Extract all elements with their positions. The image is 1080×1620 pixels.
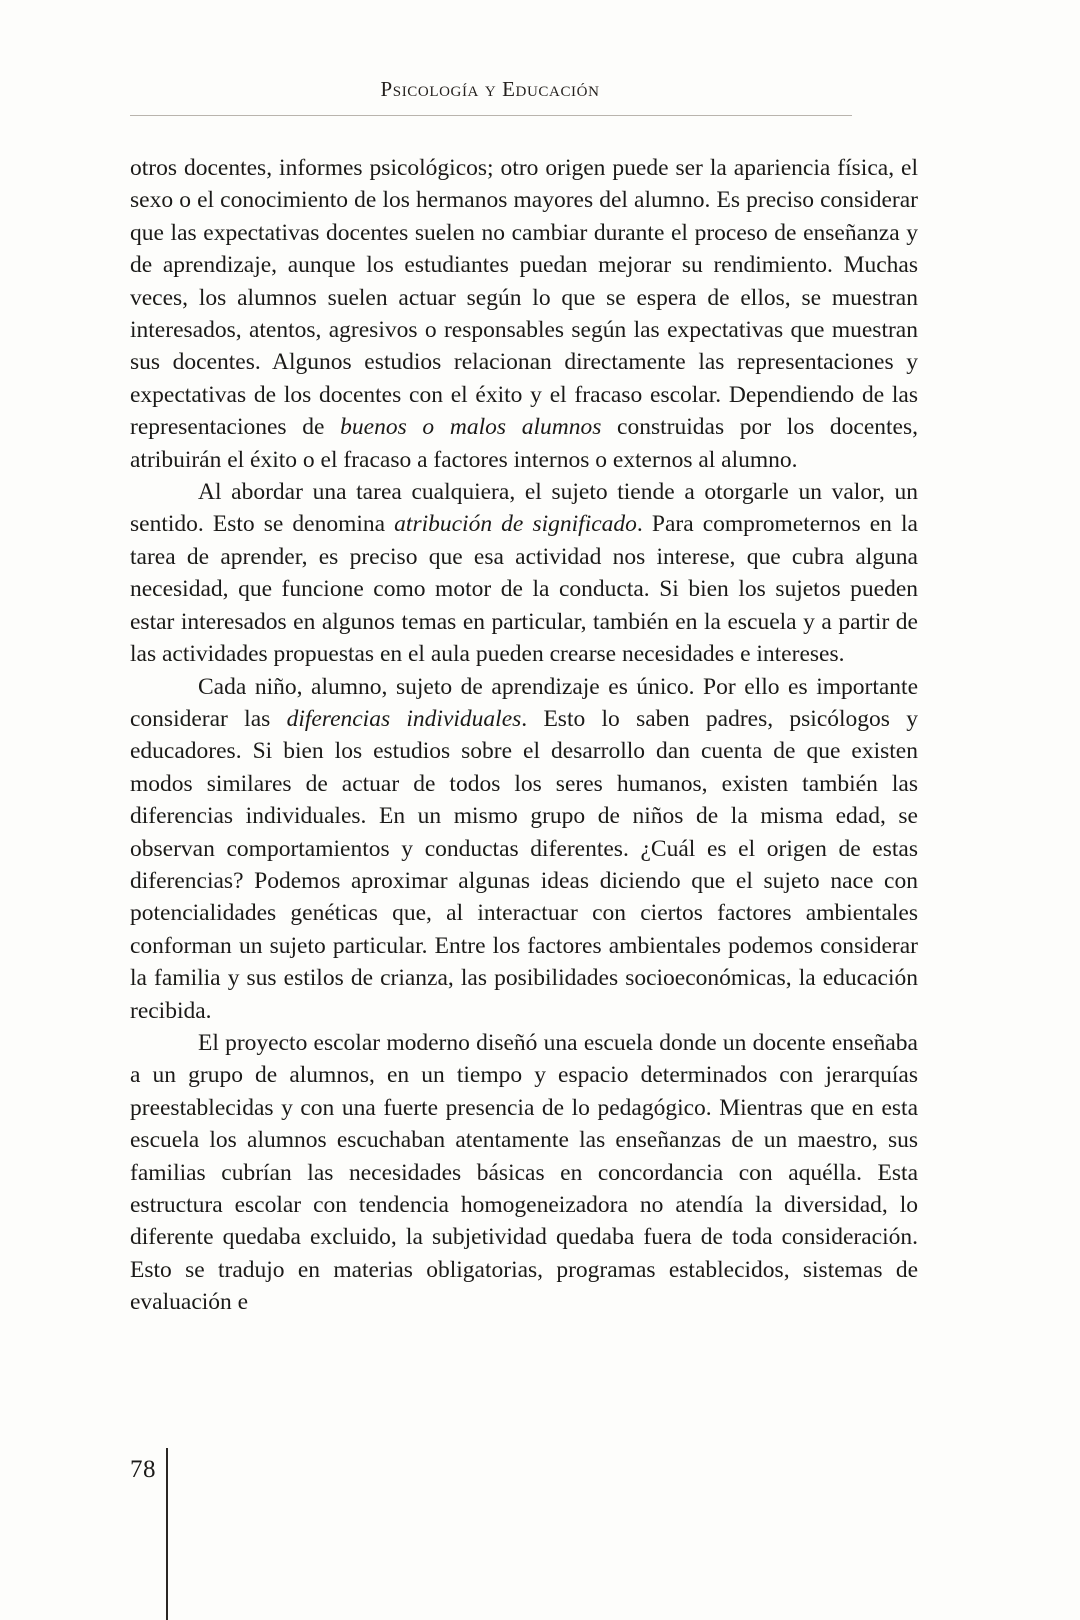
emphasis-text: buenos o malos alumnos xyxy=(340,414,602,441)
running-head xyxy=(130,78,850,101)
paragraph-text: Al abordar una tarea cualquiera, el sujeto tiende a otorgarle un valor, un sentido. Esto se denomina xyxy=(130,479,918,538)
paragraph-text: otros docentes, informes psicológicos; otro origen puede ser la apariencia física, el sexo o el conocimiento de los hermanos mayores del alumno. Es preciso considerar que las expectativas docentes suelen no cambiar durante el proceso de enseñanza y de aprendizaje, aunque los estudiantes puedan mejorar su rendimiento. Muchas veces, los alumnos suelen actuar según lo que se espera de ellos, se muestran interesados, atentos, agresivos o responsables según las expectativas que muestran sus docentes. Algunos estudios relacionan directamente las representaciones y expectativas de los docentes con el éxito y el fracaso escolar. Dependiendo de las representaciones de xyxy=(130,155,918,441)
paragraph xyxy=(130,152,918,476)
body-text-block xyxy=(130,152,918,1319)
paragraph-text: El proyecto escolar moderno diseñó una escuela donde un docente enseñaba a un grupo de alumnos, en un tiempo y espacio determinados con jerarquías preestablecidas y con una fuerte presencia de lo pedagógico. Mientras que en esta escuela los alumnos escuchaban atentamente las enseñanzas de un maestro, sus familias cubrían las necesidades básicas en concordancia con aquélla. Esta estructura escolar con tendencia homogeneizadora no atendía la diversidad, lo diferente quedaba excluido, la subjetividad quedaba fuera de toda consideración. Esto se tradujo en materias obligatorias, programas establecidos, sistemas de evaluación e xyxy=(130,1029,918,1316)
emphasis-text: diferencias individuales xyxy=(286,705,522,732)
header-divider xyxy=(130,115,852,116)
paragraph-text: . Para comprometernos en la tarea de aprender, es preciso que esa actividad nos interese, que cubra alguna necesidad, que funcione como motor de la conducta. Si bien los sujetos pueden estar interesados en algunos temas en particular, también en la escuela y a partir de las actividades propuestas en el aula pueden crearse necesidades e intereses. xyxy=(130,511,918,668)
paragraph-text: . Esto lo saben padres, psicólogos y educadores. Si bien los estudios sobre el desarrollo dan cuenta de que existen modos similares de actuar de todos los seres humanos, existen también las diferencias individuales. En un mismo grupo de niños de la misma edad, se observan comportamientos y conductas diferentes. ¿Cuál es el origen de estas diferencias? Podemos aproximar algunas ideas diciendo que el sujeto nace con potencialidades genéticas que, al interactuar con ciertos factores ambientales conforman un sujeto particular. Entre los factores ambientales podemos considerar la familia y sus estilos de crianza, las posibilidades socioeconómicas, la educación recibida. xyxy=(130,705,918,1024)
running-head-title: Psicología y Educación xyxy=(380,77,600,101)
paragraph xyxy=(130,1027,918,1319)
paragraph-text: construidas por los docentes, atribuirán el éxito o el fracaso a factores internos o externos al alumno. xyxy=(130,414,918,473)
page-number: 78 xyxy=(130,1456,156,1483)
emphasis-text: atribución de significado xyxy=(394,511,637,538)
paragraph xyxy=(130,476,918,670)
paragraph xyxy=(130,671,918,1027)
folio-rule xyxy=(166,1448,168,1620)
paragraph-text: Cada niño, alumno, sujeto de aprendizaje es único. Por ello es importante considerar las xyxy=(130,673,918,732)
